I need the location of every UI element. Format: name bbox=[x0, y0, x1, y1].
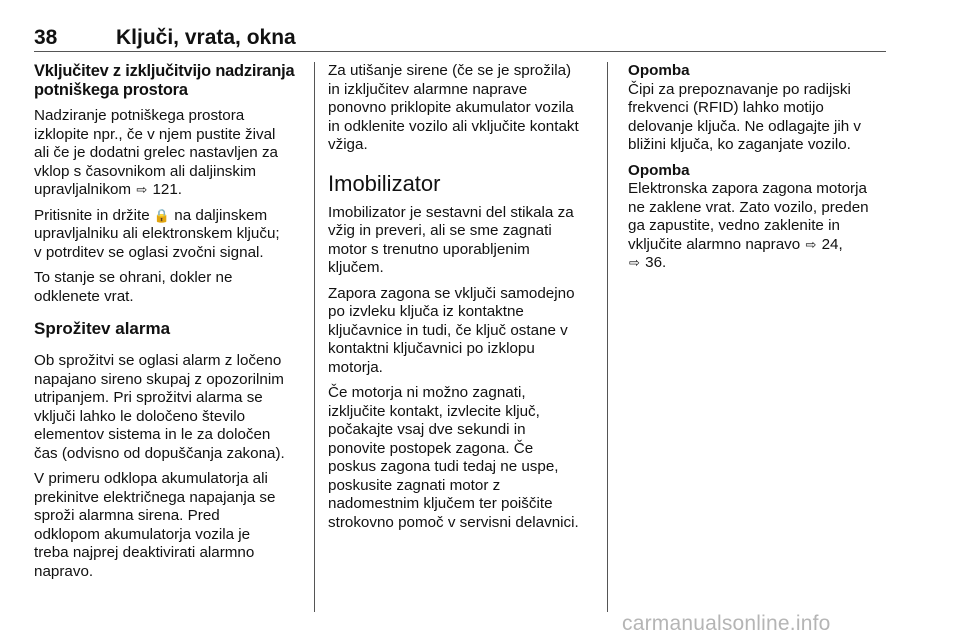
page-ref-arrow-icon: ⇨ bbox=[805, 236, 817, 252]
chapter-title: Ključi, vrata, okna bbox=[116, 26, 296, 49]
note-label: Opomba bbox=[628, 161, 690, 179]
paragraph-battery-disconnect: V primeru odklopa akumulatorja ali prekinitve električnega napajanja se sproži alarmna sirena. Pred odklopom akumulatorja vozila je treba najprej deaktivirati alarmno napravo. bbox=[34, 470, 276, 580]
lock-button-icon: 🔒 bbox=[153, 207, 171, 223]
paragraph-state-kept: To stanje se ohrani, dokler ne odklenete vrat. bbox=[34, 269, 233, 305]
main-heading-immobilizer: Imobilizator bbox=[328, 170, 441, 196]
paragraph-immobilizer-intro: Imobilizator je sestavni del stikala za vžig in preveri, ali se sme zagnati motor s trenutno uporabljenim ključem. bbox=[328, 203, 574, 276]
column-1 bbox=[34, 62, 306, 581]
paragraph-cabin-monitoring: Nadziranje potniškega prostora izklopite npr., če v njem pustite žival ali če je dodatni grelec nastavljen za vklop s časovnikom ali daljinskim upravljalnikom ⇨ 121. bbox=[34, 107, 278, 198]
watermark: carmanualsonline.info bbox=[622, 612, 831, 635]
note-label: Opomba bbox=[628, 62, 690, 79]
column-2 bbox=[328, 62, 600, 532]
page-number: 38 bbox=[34, 26, 58, 49]
column-divider-2 bbox=[607, 62, 608, 612]
page-ref-arrow-icon: ⇨ bbox=[136, 182, 148, 197]
page-ref-arrow-icon: ⇨ bbox=[629, 255, 640, 270]
header-divider bbox=[34, 51, 886, 52]
note-immobilizer-doors: Opomba Elektronska zapora zagona motorja ne zaklene vrat. Zato vozilo, preden ga zapustite, vedno zaklenite in vključite alarmno napravo ⇨ 24, ⇨ 36. bbox=[628, 162, 890, 273]
column-3 bbox=[628, 62, 890, 273]
page-ref-link[interactable]: 24, bbox=[821, 235, 843, 253]
paragraph-alarm-trigger: Ob sprožitvi se oglasi alarm z ločeno napajano sireno skupaj z opozorilnim utripanjem. Pri sprožitvi alarma se vključi lahko le določeno število elementov sistema in le za določen čas (odvisno od dopuščanja zakona). bbox=[34, 352, 285, 462]
paragraph-start-failure: Če motorja ni možno zagnati, izključite kontakt, izvlecite ključ, počakajte vsaj dve sekundi in ponovite postopek zagona. Če poskus zagona tudi tedaj ne uspe, poskusite zagnati motor z nadomestnim ključem ter poiščite strokovno pomoč v servisni delavnici. bbox=[328, 384, 579, 531]
section-heading-alarm-trigger: Sprožitev alarma bbox=[34, 319, 171, 338]
page-ref-link[interactable]: 36. bbox=[645, 254, 667, 271]
paragraph-immobilizer-auto: Zapora zagona se vključi samodejno po izvleku ključa iz kontaktne ključavnice in tudi, če ključ ostane v kontaktni ključavnici po izklopu motorja. bbox=[328, 284, 575, 376]
paragraph-press-hold: Pritisnite in držite 🔒 na daljinskem upravljalniku ali elektronskem ključu; v potrditev se oglasi zvočni signal. bbox=[34, 206, 280, 261]
column-divider-1 bbox=[314, 62, 315, 612]
note-rfid: Opomba Čipi za prepoznavanje po radijski frekvenci (RFID) lahko motijo delovanje ključa. Ne odlagajte jih v bližini ključa, ko zaganjate vozilo. bbox=[628, 62, 890, 155]
subsection-heading-cabin-monitoring: Vključitev z izključitvijo nadziranja potniškega prostora bbox=[34, 62, 295, 99]
paragraph-silence-siren: Za utišanje sirene (če se je sprožila) in izključitev alarmne naprave ponovno priklopite akumulator vozila in odklenite vozilo ali vključite kontakt vžiga. bbox=[328, 62, 579, 153]
page-header bbox=[34, 26, 886, 52]
page-ref-link[interactable]: 121. bbox=[152, 181, 183, 198]
